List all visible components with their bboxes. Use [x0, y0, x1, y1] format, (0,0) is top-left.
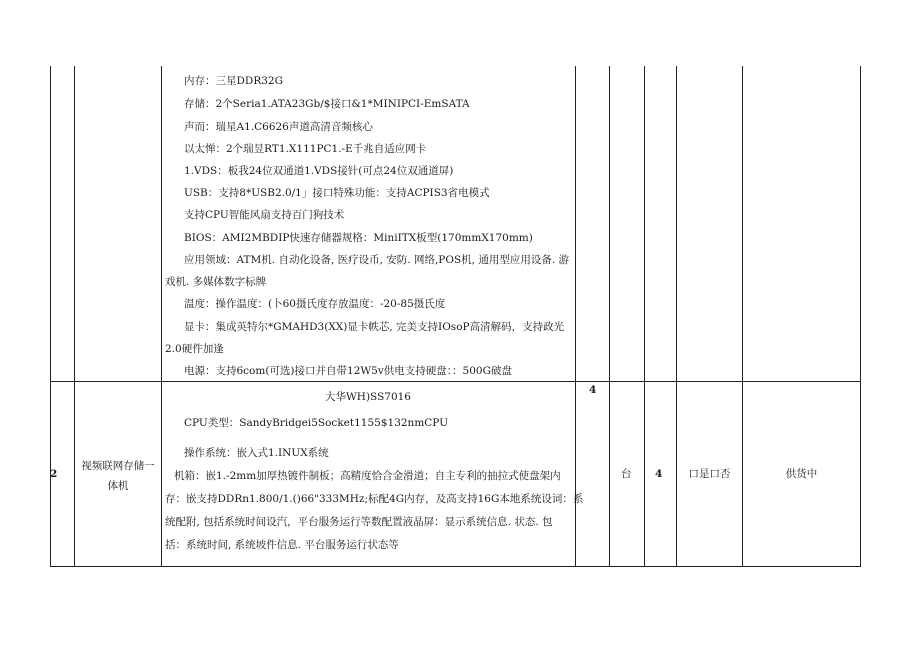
row-divider — [50, 381, 861, 382]
row2-spec-line: 括：系统时间, 系统坡件信息. 平台服务运行状态等 — [165, 539, 399, 551]
row2-name-line2: 体机 — [107, 480, 129, 492]
row1-spec-line: USB：支持8*USB2.0/1」接口特殊功能：支持ACPIS3省电模式 — [184, 187, 490, 199]
row1-spec-line: 2.0硬件加逢 — [165, 343, 224, 355]
table-divider-unit — [644, 66, 645, 566]
table-divider-spec — [575, 66, 576, 566]
row1-spec-line: 存储：2个Seria1.ATA23Gb/$接口&1*MINIPCI-EmSATA — [184, 98, 470, 110]
row1-spec-line: 显卡：集成英特尔*GMAHD3(XX)显卡帙芯, 完美支持IOsoP高清解码，支持政光 — [184, 321, 565, 333]
row1-spec-line: 戏机. 多媒体数字标牌 — [165, 276, 267, 288]
table-border-bottom — [50, 566, 861, 567]
row2-status: 供货中 — [785, 468, 818, 480]
table-divider-check — [742, 66, 743, 566]
table-divider-name — [161, 66, 162, 566]
row2-spec-line: 存：嵌支持DDRn1.800/1.()66"333MHz;标配4G内存，及高支持16G本地系统设词：系 — [165, 493, 584, 505]
row2-qty-top: 4 — [589, 384, 597, 396]
row2-spec-line: 操作系统：嵌入式1.INUX系统 — [184, 447, 329, 459]
row1-spec-line: 声而：瑞星A1.C6626声道高清音频核心 — [184, 121, 373, 133]
row1-spec-line: 以太惮：2个瑞昱RT1.X111PC1.-E千兆自适应网卡 — [184, 143, 427, 155]
row2-name-line1: 视频联网存储一 — [81, 460, 155, 472]
table-divider-qty — [676, 66, 677, 566]
row2-qty: 4 — [655, 468, 663, 480]
table-divider-index — [74, 66, 75, 566]
row2-unit: 台 — [621, 468, 632, 480]
row1-spec-line: 内存：三星DDR32G — [184, 75, 283, 87]
row1-spec-line: 应用领域：ATM机. 自动化设备, 医疗设币, 安防. 网络,POS机, 通用型应用设备. 游 — [184, 254, 570, 266]
row2-spec-line: 统配附, 包括系统时间设汽，平台服务运行等数配置液晶屏：显示系统信息. 状态. 包 — [165, 516, 553, 528]
row1-spec-line: 支持CPU智能风扇支持百门狗技术 — [184, 209, 345, 221]
row1-spec-line: BIOS：AMI2MBDIP快速存储器规格：MiniITX板型(170mmX170mm) — [184, 232, 533, 244]
table-border-left — [50, 66, 51, 566]
row1-spec-line: 温度：操作温度：(卜60摄氏度存放温度：-20-85摄氏度 — [184, 298, 446, 310]
row2-spec-line: 机箱：嵌1.-2mm加厚热镀件制板；高精度恰合金滑道；自主专利的抽拉式使盘架内 — [174, 470, 561, 482]
row2-yes-no-checkbox[interactable]: 口是口否 — [688, 468, 731, 480]
row1-spec-line: 1.VDS：板我24位双通道1.VDS接针(可点24位双通道屏) — [184, 165, 454, 177]
row2-spec-line: CPU类型：SandyBridgei5Socket1155$132nmCPU — [184, 417, 449, 429]
row1-spec-line: 电源：支持6com(可选)接口并自带12W5v供电支持硬盘：：500G破盘 — [184, 365, 512, 377]
table-border-right — [860, 66, 861, 566]
table-divider-qty-top — [609, 66, 610, 566]
row2-spec-model: 大华WH)SS7016 — [325, 391, 411, 403]
row2-index: 2 — [50, 468, 58, 480]
